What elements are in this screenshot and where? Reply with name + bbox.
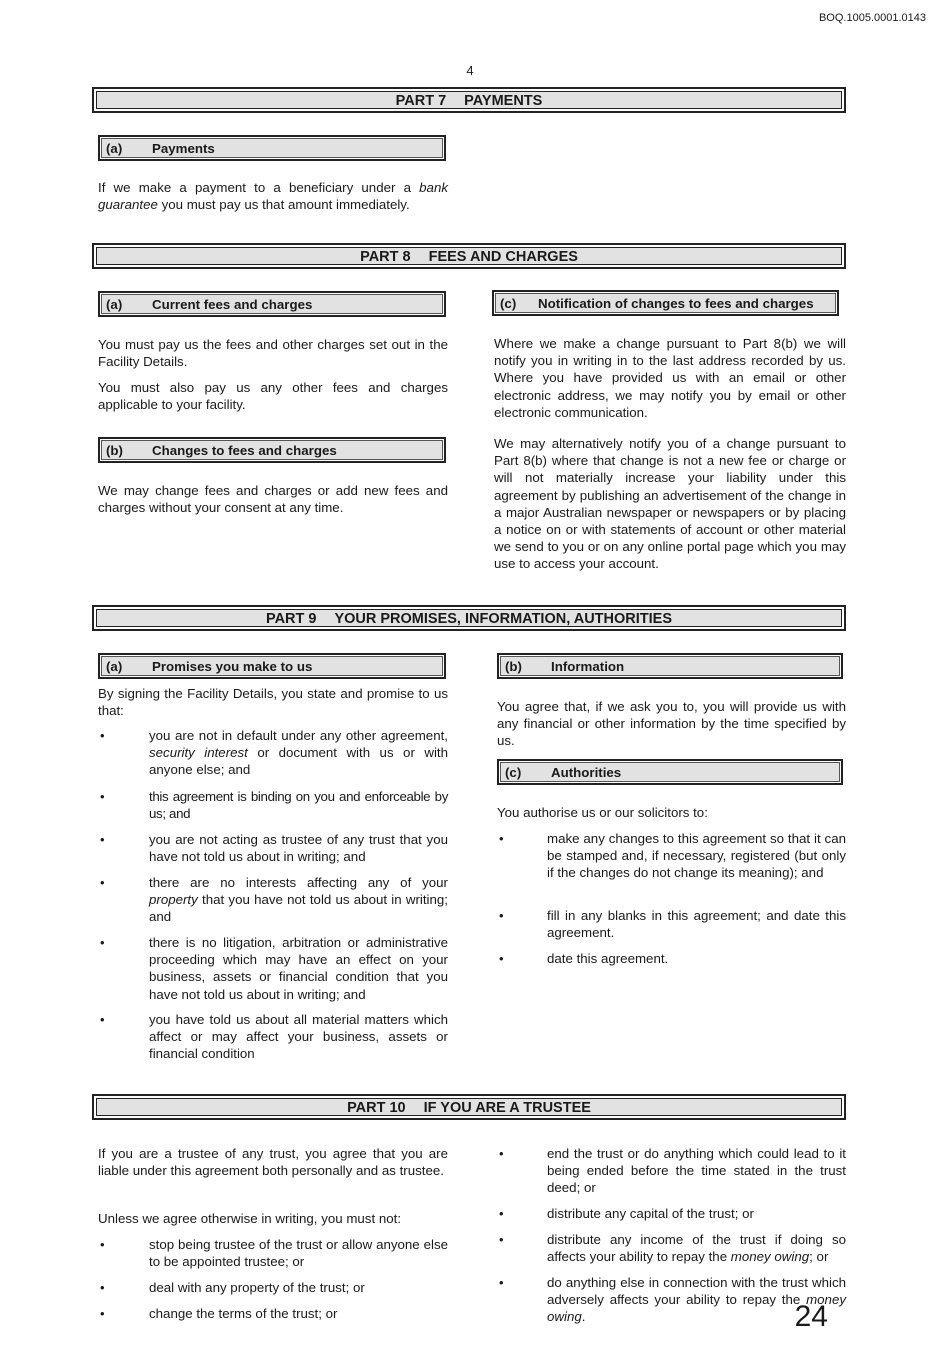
section-9a-heading [98, 653, 446, 679]
paragraph: We may alternatively notify you of a change pursuant to Part 8(b) where that change is not a new fee or charge or will not materially increase your liability under this agreement by publishing an advertisement of the change in a major Australian newspaper or newspapers or by placing a notice on or with statements of account or other material we send to you or on any online portal page which you may use to access your account. [494, 436, 846, 572]
list-item: end the trust or do anything which could lead to it being ended before the time stated in the trust deed; or [547, 1146, 846, 1196]
list-item [547, 1231, 846, 1265]
section-title: Payments [152, 141, 215, 156]
section-7a-heading [98, 135, 446, 161]
section-letter: (b) [106, 443, 123, 458]
section-title: Changes to fees and charges [152, 443, 337, 458]
part-number: PART 10 [347, 1100, 406, 1116]
list-item: date this agreement. [547, 951, 669, 966]
section-9c-heading [497, 759, 843, 785]
paragraph: We may change fees and charges or add new fees and charges without your consent at any time. [98, 483, 448, 516]
text-run: ; or [809, 1249, 829, 1265]
list-item: you are not acting as trustee of any trust that you have not told us about in writing; and [149, 832, 448, 865]
part-7-heading [92, 87, 846, 113]
exhibit-page-number: 24 [794, 1300, 828, 1333]
bullet: • [100, 1306, 105, 1321]
document-reference: BOQ.1005.0001.0143 [818, 12, 926, 24]
section-letter: (a) [106, 659, 123, 674]
section-title: Information [551, 659, 625, 674]
part-title: PAYMENTS [464, 93, 543, 109]
bullet: • [100, 1012, 105, 1027]
defined-term: security interest [149, 745, 248, 761]
section-letter: (b) [505, 659, 522, 674]
list-item: there is no litigation, arbitration or administrative proceeding which may have an effect on your business, assets or financial condition that you have not told us about in writing; and [149, 935, 448, 1002]
paragraph: Where we make a change pursuant to Part 8(b) we will notify you in writing in to the last address recorded by us. Where you have provided us with an email or other electronic address, we may notify you by email or other electronic communication. [494, 336, 846, 420]
defined-term: property [149, 892, 198, 908]
bullet: • [499, 831, 504, 846]
list-item [149, 874, 448, 926]
section-9b-heading [497, 653, 843, 679]
text-run: If we make a payment to a beneficiary under a [98, 180, 420, 195]
list-item: this agreement is binding on you and enforceable by us; and [149, 789, 448, 822]
part-10-heading [92, 1094, 846, 1120]
part-8-heading [92, 243, 846, 269]
part-title: YOUR PROMISES, INFORMATION, AUTHORITIES [334, 611, 673, 627]
defined-term: bank guarantee [98, 180, 448, 213]
bullet: • [499, 1206, 504, 1221]
section-letter: (c) [505, 765, 522, 780]
part-number: PART 8 [360, 249, 411, 265]
section-letter: (a) [106, 297, 123, 312]
part-number: PART 9 [265, 611, 317, 627]
section-8b-heading [98, 437, 446, 463]
bullet: • [100, 1237, 105, 1252]
part-number: PART 7 [395, 93, 447, 109]
part-title: FEES AND CHARGES [428, 249, 578, 265]
section-8a-heading [98, 291, 446, 317]
page-number: 4 [466, 63, 474, 78]
paragraph: By signing the Facility Details, you state and promise to us that: [98, 686, 448, 719]
paragraph: You authorise us or our solicitors to: [497, 805, 708, 820]
list-item: make any changes to this agreement so that it can be stamped and, if necessary, registered (but only if the changes do not change its meaning); and [547, 831, 846, 881]
bullet: • [499, 1275, 504, 1290]
bullet: • [100, 789, 105, 804]
bullet: • [100, 935, 105, 950]
paragraph: Unless we agree otherwise in writing, you must not: [98, 1211, 402, 1226]
defined-term: money owing [730, 1249, 810, 1265]
section-letter: (a) [106, 141, 123, 156]
bullet: • [499, 1146, 504, 1161]
list-item: stop being trustee of the trust or allow anyone else to be appointed trustee; or [149, 1237, 448, 1270]
paragraph: If you are a trustee of any trust, you agree that you are liable under this agreement both personally and as trustee. [98, 1146, 448, 1179]
bullet: • [499, 908, 504, 923]
part-title: IF YOU ARE A TRUSTEE [423, 1100, 591, 1116]
list-item: fill in any blanks in this agreement; and date this agreement. [547, 908, 846, 941]
paragraph: You must pay us the fees and other charges set out in the Facility Details. [98, 337, 448, 370]
bullet: • [100, 728, 105, 743]
bullet: • [100, 832, 105, 847]
text-run: or document with us or with anyone else; and [149, 745, 448, 778]
section-8c-heading [492, 290, 839, 316]
bullet: • [100, 1280, 105, 1295]
paragraph [98, 179, 448, 213]
list-item [149, 727, 448, 779]
bullet: • [499, 1232, 504, 1247]
section-title: Promises you make to us [152, 659, 313, 674]
section-title: Current fees and charges [152, 297, 313, 312]
text-run: you must pay us that amount immediately. [157, 197, 410, 213]
paragraph: You must also pay us any other fees and charges applicable to your facility. [98, 380, 448, 413]
text-run: you are not in default under any other agreement, [149, 728, 448, 743]
text-run: distribute any income of the trust if doing so affects your ability to repay the [547, 1232, 846, 1265]
defined-term: money owing [547, 1292, 846, 1325]
list-item: deal with any property of the trust; or [149, 1280, 365, 1295]
section-title: Notification of changes to fees and charges [538, 296, 814, 311]
list-item: change the terms of the trust; or [149, 1306, 338, 1321]
list-item: you have told us about all material matters which affect or may affect your business, assets or financial condition [149, 1012, 448, 1062]
text-run: . [581, 1309, 586, 1325]
text-run: there are no interests affecting any of your [149, 875, 448, 890]
section-letter: (c) [500, 296, 517, 311]
list-item: distribute any capital of the trust; or [547, 1206, 754, 1221]
text-run: do anything else in connection with the trust which adversely affects your ability to repay the [547, 1275, 846, 1308]
bullet: • [100, 875, 105, 890]
section-title: Authorities [551, 765, 622, 780]
paragraph: You agree that, if we ask you to, you will provide us with any financial or other information by the time specified by us. [497, 699, 846, 749]
text-run: that you have not told us about in writing; and [149, 892, 448, 925]
part-9-heading [92, 605, 846, 631]
bullet: • [499, 951, 504, 966]
